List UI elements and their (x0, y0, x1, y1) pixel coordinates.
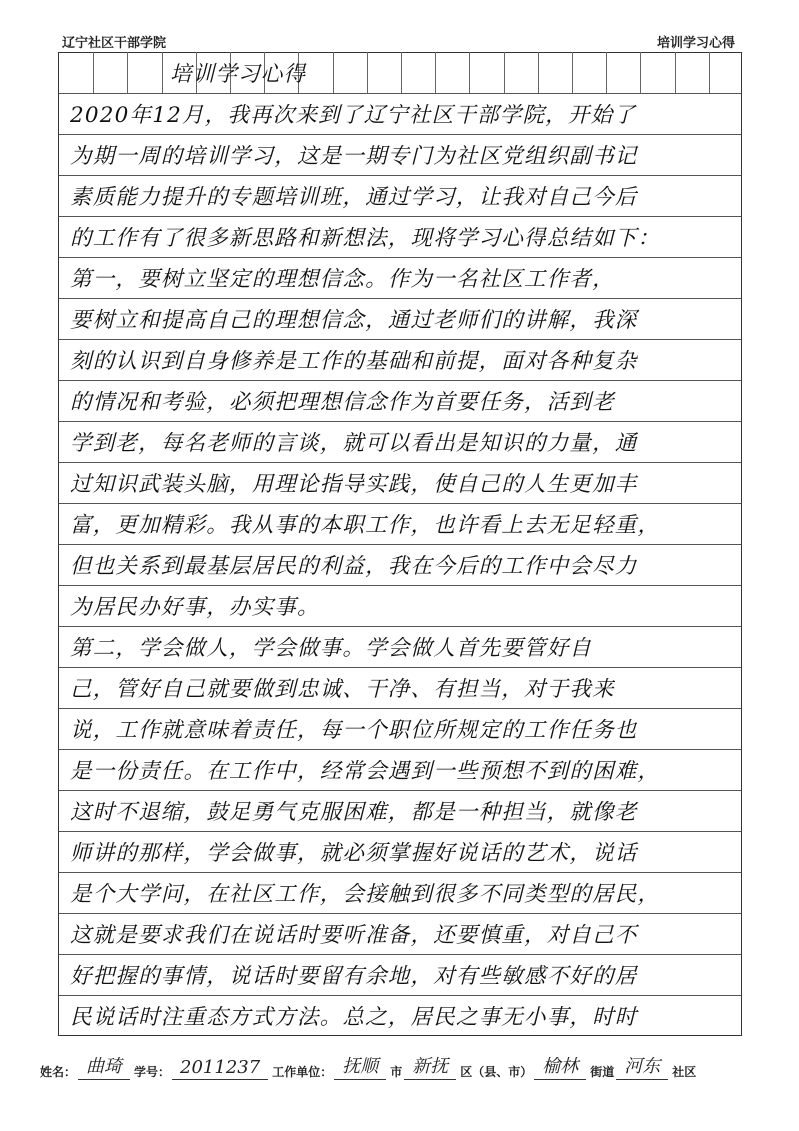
header-doc-type: 培训学习心得 (656, 36, 735, 51)
essay-line: 的情况和考验，必须把理想信念作为首要任务，活到老 (70, 390, 615, 415)
essay-line: 民说话时注重态方式方法。总之，居民之事无小事，时时 (70, 1005, 638, 1030)
work-label: 工作单位： (272, 1065, 333, 1079)
community-label: 社区 (672, 1065, 697, 1079)
grid-row-line (59, 257, 741, 258)
essay-line: 这就是要求我们在说话时要听准备，还要慎重，对自己不 (70, 923, 638, 948)
community-value: 河东 (616, 1052, 668, 1080)
city-label: 市 (390, 1065, 403, 1079)
essay-line: 为居民办好事，办实事。 (70, 595, 320, 620)
essay-line: 学到老，每名老师的言谈，就可以看出是知识的力量，通 (70, 431, 638, 456)
grid-row-line (59, 175, 741, 176)
grid-row-line (59, 462, 741, 463)
essay-line: 好把握的事情，说话时要留有余地，对有些敏感不好的居 (70, 964, 638, 989)
grid-row-line (59, 954, 741, 955)
grid-row-line (59, 134, 741, 135)
street-label: 街道 (590, 1065, 615, 1079)
essay-line: 为期一周的培训学习，这是一期专门为社区党组织副书记 (70, 144, 638, 169)
district-label: 区（县、市） (460, 1065, 533, 1079)
grid-column-tick (127, 52, 128, 93)
essay-line: 第二，学会做人，学会做事。学会做人首先要管好自 (70, 636, 593, 661)
grid-row-line (59, 626, 741, 627)
footer-info (40, 1052, 769, 1080)
essay-line: 素质能力提升的专题培训班，通过学习，让我对自己今后 (70, 185, 638, 210)
essay-line: 但也关系到最基层居民的利益，我在今后的工作中会尽力 (70, 554, 638, 579)
city-value: 抚顺 (334, 1052, 386, 1080)
name-value: 曲琦 (78, 1052, 130, 1080)
grid-row-line (59, 339, 741, 340)
essay-line: 刻的认识到自身修养是工作的基础和前提，面对各种复杂 (70, 349, 638, 374)
grid-column-tick (162, 52, 163, 93)
street-value: 榆林 (534, 1052, 586, 1080)
grid-row-line (59, 913, 741, 914)
grid-row-line (59, 872, 741, 873)
district-value: 新抚 (404, 1052, 456, 1080)
grid-row-line (59, 503, 741, 504)
grid-row-line (59, 995, 741, 996)
grid-row-line (59, 216, 741, 217)
header-institution: 辽宁社区干部学院 (62, 36, 167, 51)
essay-line: 过知识武装头脑，用理论指导实践，使自己的人生更加丰 (70, 472, 638, 497)
essay-line: 要树立和提高自己的理想信念，通过老师们的讲解，我深 (70, 308, 638, 333)
essay-line: 说，工作就意味着责任，每一个职位所规定的工作任务也 (70, 718, 638, 743)
name-label: 姓名： (40, 1065, 77, 1079)
grid-row-line (59, 298, 741, 299)
essay-line: 2020年12月，我再次来到了辽宁社区干部学院，开始了 (70, 103, 636, 128)
grid-row-line (59, 708, 741, 709)
grid-row-line (59, 544, 741, 545)
essay-line: 己，管好自己就要做到忠诚、干净、有担当，对于我来 (70, 677, 615, 702)
essay-title: 培训学习心得 (170, 62, 307, 87)
essay-line: 师讲的那样，学会做事，就必须掌握好说话的艺术，说话 (70, 841, 638, 866)
essay-line: 是一份责任。在工作中，经常会遇到一些预想不到的困难， (70, 759, 661, 784)
grid-row-line (59, 93, 741, 94)
essay-line: 这时不退缩，鼓足勇气克服困难，都是一种担当，就像老 (70, 800, 638, 825)
grid-row-line (59, 585, 741, 586)
essay-line: 富，更加精彩。我从事的本职工作，也许看上去无足轻重， (70, 513, 661, 538)
id-value: 2011237 (172, 1057, 268, 1080)
essay-line: 第一，要树立坚定的理想信念。作为一名社区工作者， (70, 267, 615, 292)
essay-line: 是个大学问，在社区工作，会接触到很多不同类型的居民， (70, 882, 661, 907)
grid-column-tick (93, 52, 94, 93)
grid-row-line (59, 380, 741, 381)
grid-row-line (59, 667, 741, 668)
grid-row-line (59, 749, 741, 750)
grid-row-line (59, 831, 741, 832)
grid-row-line (59, 790, 741, 791)
grid-row-line (59, 421, 741, 422)
essay-line: 的工作有了很多新思路和新想法，现将学习心得总结如下： (70, 226, 661, 251)
id-label: 学号： (134, 1065, 171, 1079)
